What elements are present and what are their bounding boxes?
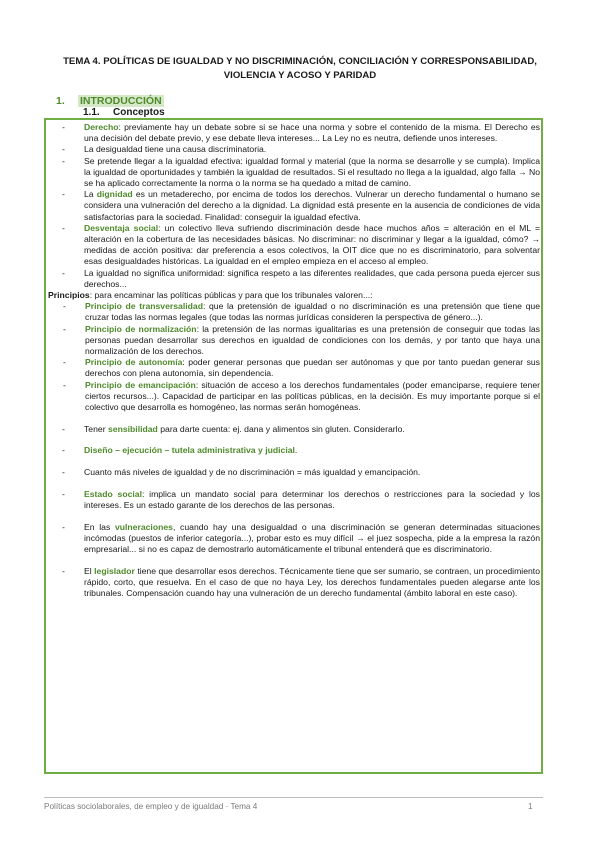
footer-divider xyxy=(44,797,543,798)
principios-intro xyxy=(48,290,540,301)
term-dignidad: dignidad xyxy=(96,189,133,200)
section-number: 1. xyxy=(56,95,65,107)
list-item xyxy=(84,223,540,268)
page-number: 1 xyxy=(528,802,533,811)
list-item xyxy=(85,301,540,323)
list-item xyxy=(84,122,540,144)
page-title: TEMA 4. POLÍTICAS DE IGUALDAD Y NO DISCRIMINACIÓN, CONCILIACIÓN Y CORRESPONSABILIDAD, VIOLENCIA Y ACOSO Y PARIDAD xyxy=(63,56,537,81)
item-text: Cuanto más niveles de igualdad y de no discriminación = más igualdad y emancipación. xyxy=(84,467,421,478)
list-item xyxy=(84,144,540,155)
list-item xyxy=(84,156,540,190)
section-title: INTRODUCCIÓN xyxy=(80,95,162,107)
item-text: para darte cuenta: ej. dana y alimentos sin gluten. Considerarlo. xyxy=(157,423,405,434)
footer-text: Políticas sociolaborales, de empleo y de igualdad · Tema 4 xyxy=(44,802,258,811)
item-text: La desigualdad tiene una causa discriminatoria. xyxy=(84,144,267,155)
item-prefix: La xyxy=(84,189,97,200)
list-item xyxy=(84,189,540,223)
list-item xyxy=(84,566,540,600)
term-normalizacion: Principio de normalización xyxy=(85,323,197,334)
list-item xyxy=(84,467,540,478)
item-text: Se pretende llegar a la igualdad efectiva: igualdad formal y material (que la norma se desarrolle y se cumpla). Implica la igualdad de oportunidades y también la igualdad de resultados. Si el resultado no llega a la igualdad, algo falla → No se ha aplicado correctamente la norma o la norma se ha quedado a mitad de camino. xyxy=(84,155,540,189)
term-autonomia: Principio de autonomía xyxy=(85,357,183,368)
item-text: : que la pretensión de igualdad o no discriminación es una pretensión que tiene que cruzar todas las normas legales (que todas las normas jurídicas consideren la perspectiva de género...). xyxy=(85,301,540,323)
list-item xyxy=(84,445,540,456)
item-text: , cuando hay una desigualdad o una discriminación se generan determinadas situaciones incómodas (puestos de inferior categoría...), probar esto es muy difícil → el juez sospecha, pide a la empresa la razón empresarial... si no es capaz de demostrarlo automáticamente el tribunal entenderá que es discriminatorio. xyxy=(84,521,540,555)
item-text: : previamente hay un debate sobre si se hace una norma y sobre el contenido de la misma. El Derecho es una decisión del debate previo, y ese debate lleva intereses... La Ley no es neutra, defiende unos intereses. xyxy=(84,122,540,144)
item-prefix: El xyxy=(84,565,95,576)
term-sensibilidad: sensibilidad xyxy=(107,423,158,434)
principios-intro-text: : para encaminar las políticas públicas y para que los tribunales valoren...: xyxy=(89,290,373,301)
item-text: La igualdad no significa uniformidad: significa respeto a las diferentes realidades, que cada persona pueda ejercer sus derechos... xyxy=(84,267,540,289)
item-text: es un metaderecho, por encima de todos los derechos. Vulnerar un derecho fundamental o humano se considera una vulneración del derecho a la dignidad. La dignidad está presente en la ausencia de condiciones de vida satisfactorias para la sociedad. Finalidad: conseguir la igualdad efectiva. xyxy=(84,189,540,222)
term-diseno-ejecucion-tutela: Diseño – ejecución – tutela administrativa y judicial xyxy=(84,445,295,456)
list-item xyxy=(84,424,540,435)
term-emancipacion: Principio de emancipación xyxy=(85,379,196,390)
item-text: : implica un mandato social para determinar los derechos o restricciones para la sociedad y los intereses. Es un estado garante de los derechos de las personas. xyxy=(84,488,540,511)
concepts-list xyxy=(48,122,540,290)
list-item xyxy=(84,522,540,556)
term-vulneraciones: vulneraciones xyxy=(114,521,173,532)
section-heading xyxy=(56,95,164,107)
term-estado-social: Estado social xyxy=(84,488,142,499)
principios-list xyxy=(48,301,540,413)
item-prefix: En las xyxy=(84,521,115,532)
subsection-title: Conceptos xyxy=(113,107,165,118)
list-item xyxy=(84,268,540,290)
term-derecho: Derecho xyxy=(84,122,119,132)
list-item xyxy=(85,324,540,358)
term-desventaja-social: Desventaja social xyxy=(84,222,159,233)
term-legislador: legislador xyxy=(94,565,135,576)
list-item xyxy=(84,489,540,511)
item-text: . xyxy=(294,445,298,456)
item-text: tiene que desarrollar esos derechos. Técnicamente tiene que ser sumario, se contraen, un procedimiento rápido, corto, que resuelva. En el caso de que no haya Ley, los derechos fundamentales pueden alegarse ante los tribunales. Compensación cuando hay una vulneración de un derecho fundamental (ámbito laboral en este caso). xyxy=(84,565,540,599)
item-text: : situación de acceso a los derechos fundamentales (poder emanciparse, requiere tener ciertos recursos...). Capacidad de participar en las políticas públicas, en la decisión. Es muy importante porque si el colectivo que desarrolla es homogéneo, las normas serán homogéneas. xyxy=(85,379,540,413)
item-text: : un colectivo lleva sufriendo discriminación desde hace muchos años = alteración en el ML = alteración en la cobertura de las necesidades básicas. No discriminar: no discriminar y llegar a la igualdad, cómo? → medidas de acción positiva: dar preferencia a esos colectivos, la OIT dice que no es discriminatorio, para solventar esas desigualdades históricas. La igualdad en el empleo empieza en el acceso al empleo. xyxy=(84,222,540,267)
subsection-number: 1.1. xyxy=(83,107,100,118)
concepts-content xyxy=(48,122,540,600)
term-transversalidad: Principio de transversalidad xyxy=(85,301,203,312)
item-prefix: Tener xyxy=(84,423,108,434)
list-item xyxy=(85,380,540,414)
more-concepts-list xyxy=(48,424,540,600)
item-text: : poder generar personas que puedan ser autónomas y que por tanto puedan generar sus derechos con plena autonomía, sin dependencia. xyxy=(85,357,540,379)
item-text: : la pretensión de las normas igualitarias es una pretensión de conseguir que todas las personas puedan desarrollar sus derechos en igualdad de condiciones con los demás, y por tanto que haya una normalización de los derechos. xyxy=(85,323,540,357)
list-item xyxy=(85,357,540,379)
term-principios: Principios xyxy=(48,290,90,301)
